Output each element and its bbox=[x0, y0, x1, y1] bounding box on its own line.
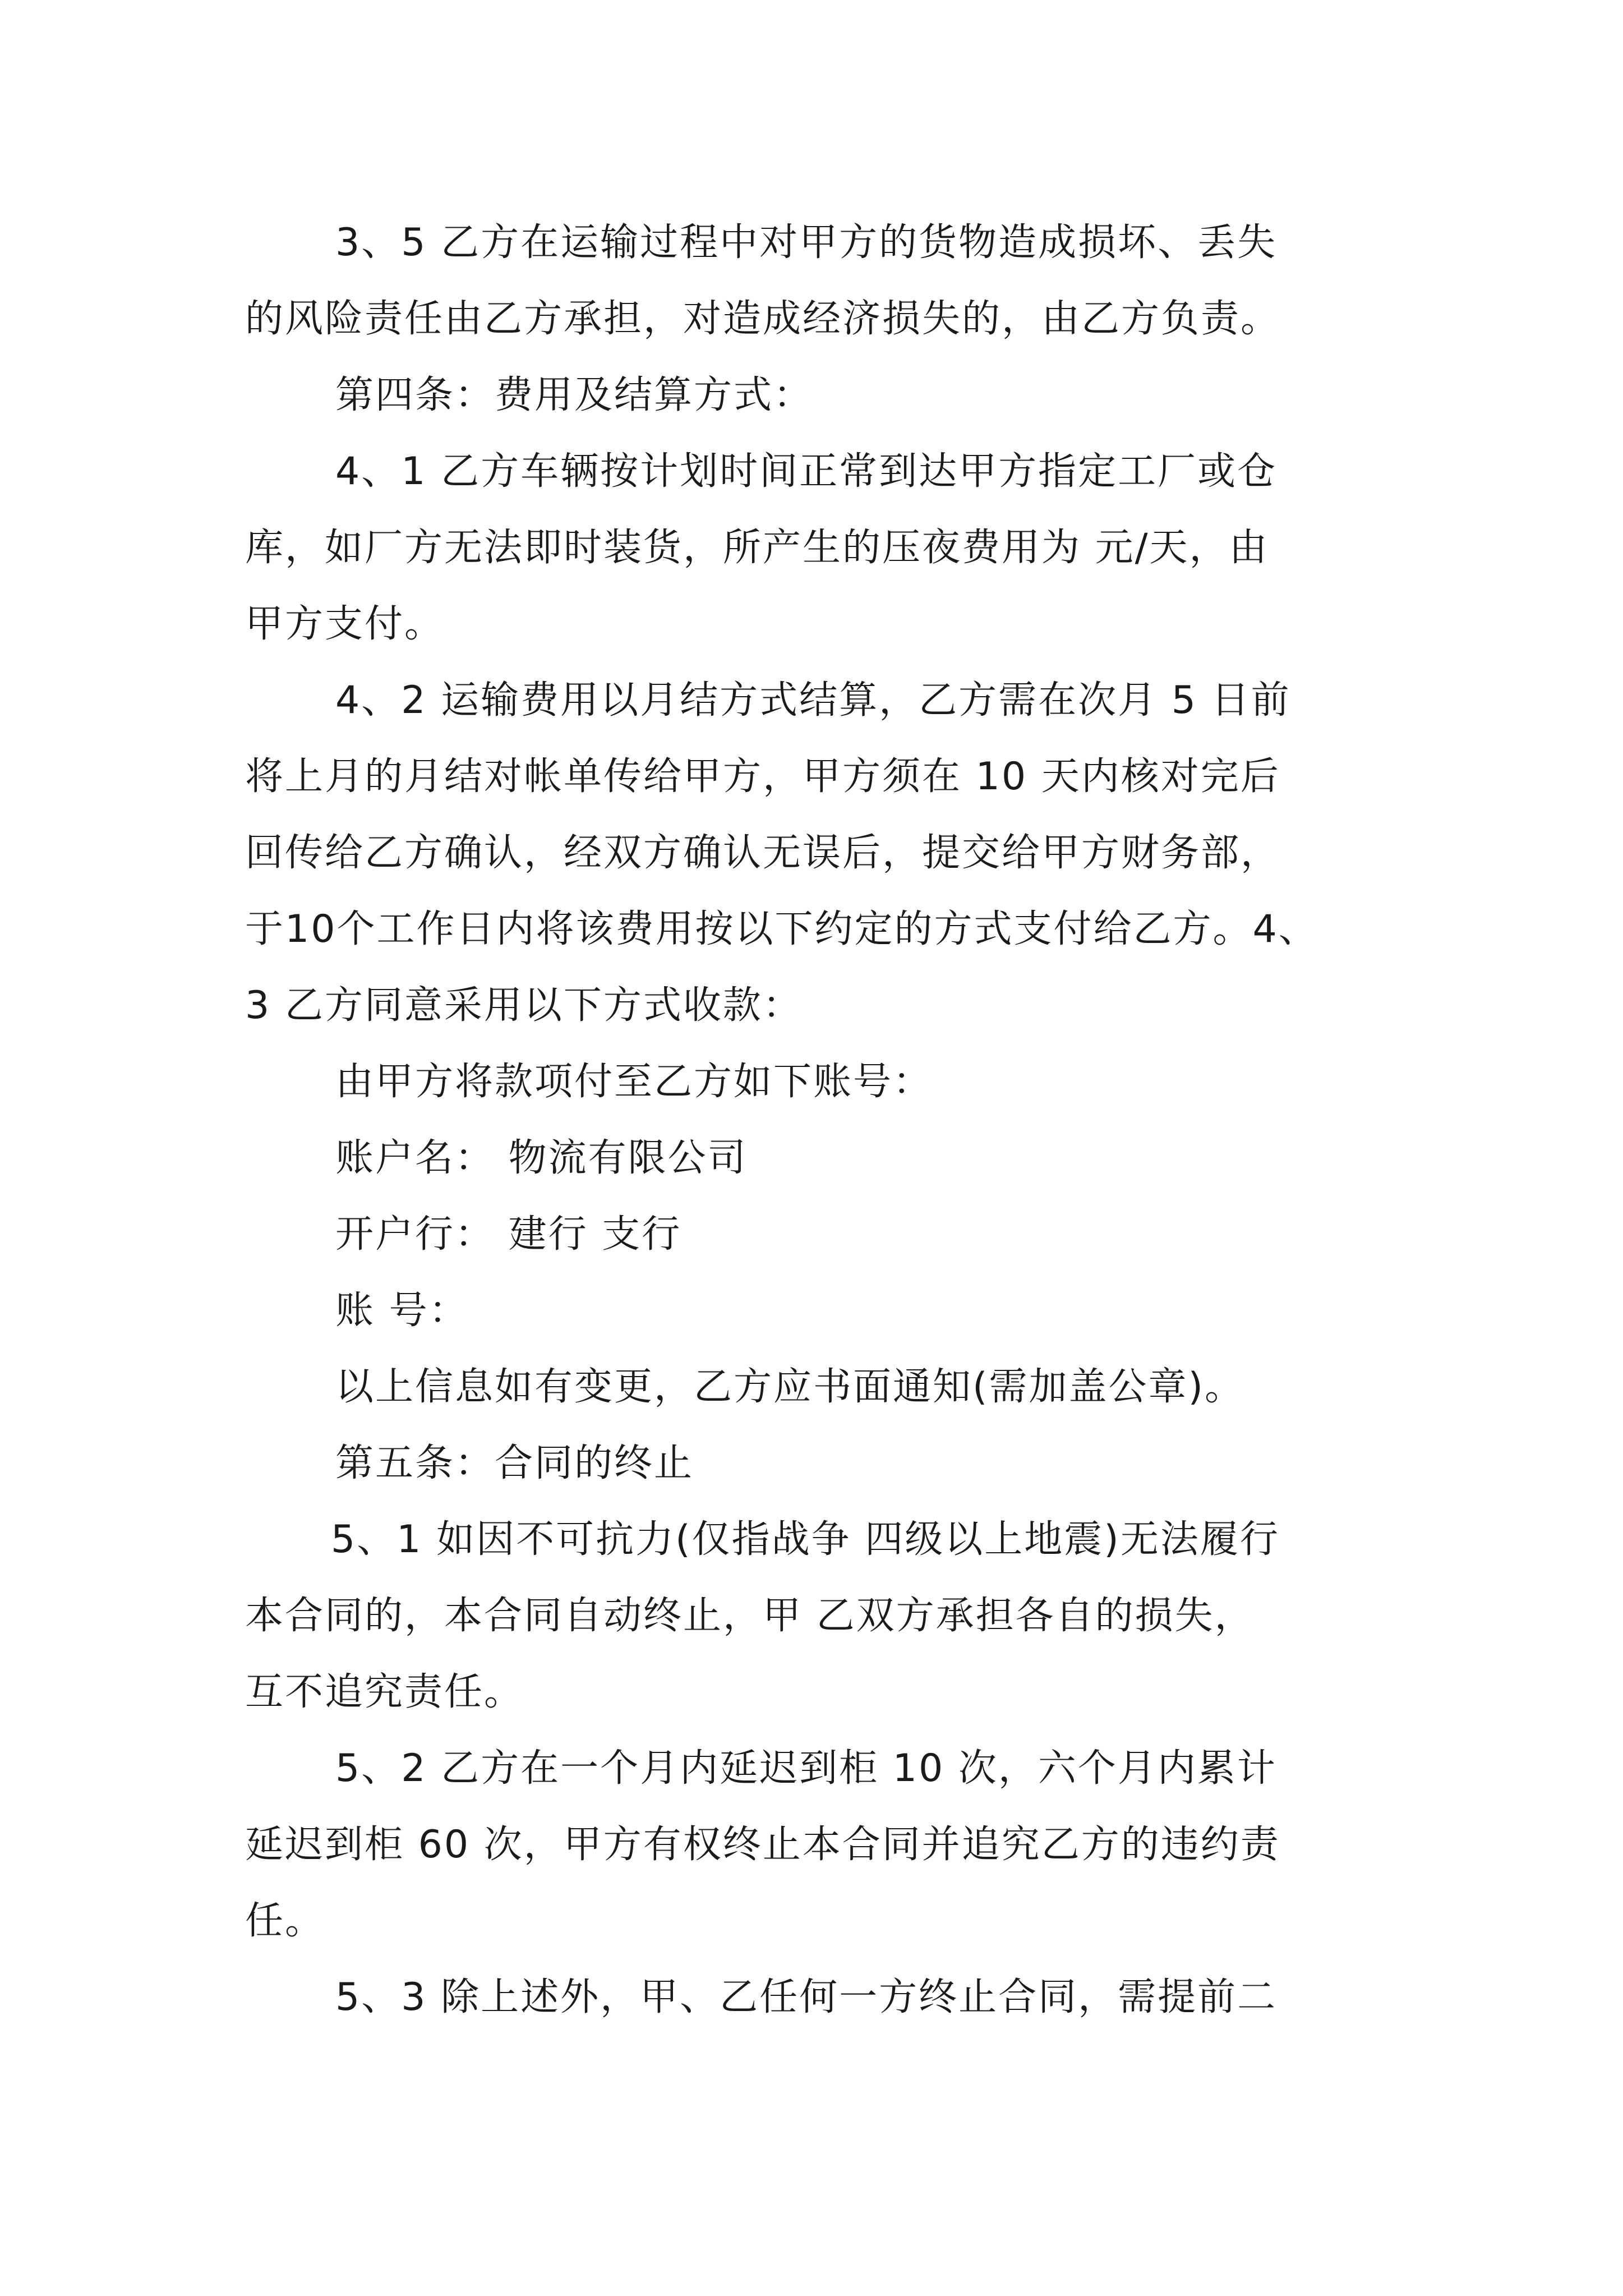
article-4-heading: 第四条：费用及结算方式： bbox=[335, 373, 814, 417]
clause-4-1-line-1: 4、1 乙方车辆按计划时间正常到达甲方指定工厂或仓 bbox=[335, 449, 1278, 494]
payment-instruction: 由甲方将款项付至乙方如下账号： bbox=[335, 1060, 933, 1104]
bank-name: 开户行： 建行 支行 bbox=[335, 1212, 682, 1257]
clause-4-2-line-1: 4、2 运输费用以月结方式结算，乙方需在次月 5 日前 bbox=[335, 678, 1291, 723]
clause-5-1-line-2: 本合同的，本合同自动终止，甲 乙双方承担各自的损失， bbox=[245, 1594, 1255, 1638]
clause-5-1-line-1: 5、1 如因不可抗力(仅指战争 四级以上地震)无法履行 bbox=[331, 1517, 1280, 1562]
clause-4-3-line-1: 3 乙方同意采用以下方式收款： bbox=[245, 983, 803, 1028]
clause-3-5-line-2: 的风险责任由乙方承担，对造成经济损失的，由乙方负责。 bbox=[245, 297, 1281, 341]
article-5-heading: 第五条：合同的终止 bbox=[335, 1441, 694, 1485]
clause-4-1-line-3: 甲方支付。 bbox=[245, 602, 445, 646]
clause-5-2-line-1: 5、2 乙方在一个月内延迟到柜 10 次，六个月内累计 bbox=[335, 1746, 1277, 1791]
clause-4-1-line-2: 库，如厂方无法即时装货，所产生的压夜费用为 元/天，由 bbox=[245, 526, 1269, 570]
account-number: 账 号： bbox=[335, 1289, 469, 1333]
clause-4-2-line-3: 回传给乙方确认，经双方确认无误后，提交给甲方财务部， bbox=[245, 831, 1281, 875]
clause-5-2-line-2: 延迟到柜 60 次，甲方有权终止本合同并追究乙方的违约责 bbox=[245, 1823, 1280, 1867]
account-name: 账户名： 物流有限公司 bbox=[335, 1136, 748, 1180]
change-notice: 以上信息如有变更，乙方应书面通知(需加盖公章)。 bbox=[335, 1365, 1245, 1409]
clause-4-2-line-4: 于10个工作日内将该费用按以下约定的方式支付给乙方。4、 bbox=[245, 907, 1318, 951]
clause-4-2-line-2: 将上月的月结对帐单传给甲方，甲方须在 10 天内核对完后 bbox=[245, 754, 1280, 799]
clause-3-5-line-1: 3、5 乙方在运输过程中对甲方的货物造成损坏、丢失 bbox=[335, 220, 1278, 265]
clause-5-1-line-3: 互不追究责任。 bbox=[245, 1670, 524, 1714]
clause-5-3-line-1: 5、3 除上述外，甲、乙任何一方终止合同，需提前二 bbox=[335, 1975, 1278, 2019]
clause-5-2-line-3: 任。 bbox=[245, 1899, 325, 1943]
